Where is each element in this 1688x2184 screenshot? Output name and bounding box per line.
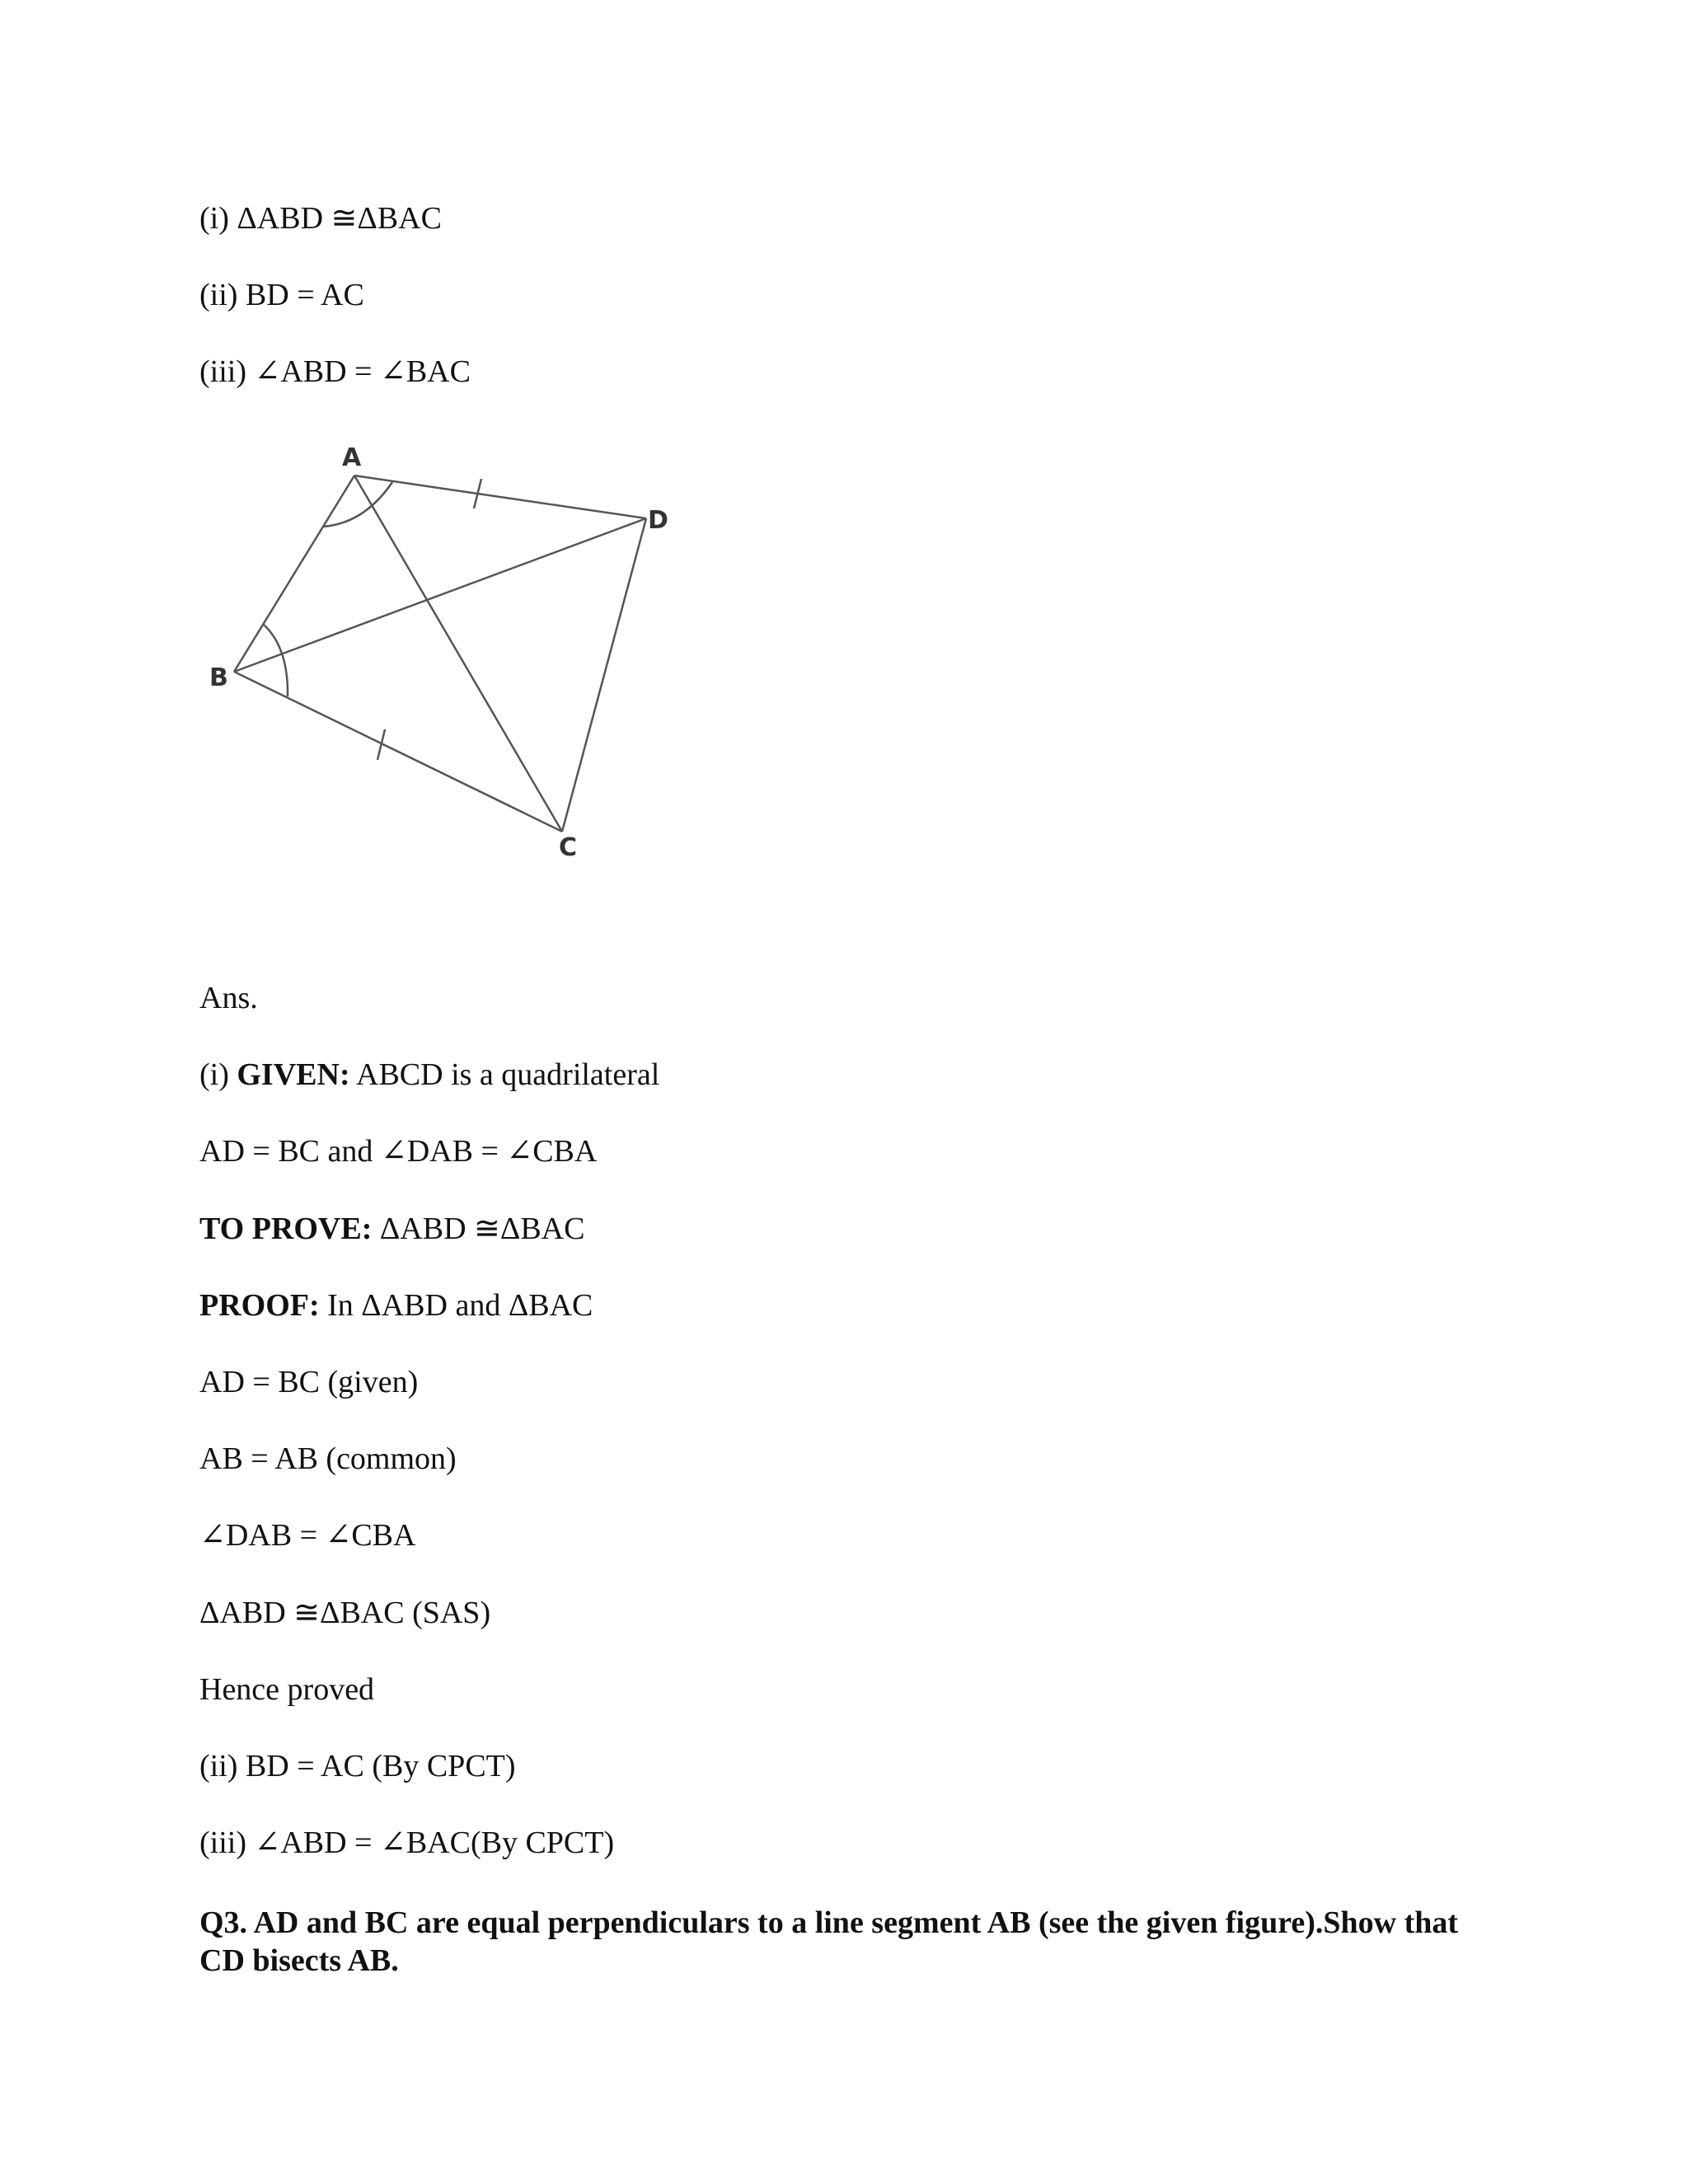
to-prove-text: ΔABD ≅ΔBAC <box>372 1212 585 1246</box>
proof-step-2: AB = AB (common) <box>199 1441 457 1476</box>
label-b: B <box>209 663 228 692</box>
ans-label: Ans. <box>199 981 258 1015</box>
part-2-answer: (ii) BD = AC (By CPCT) <box>199 1749 516 1783</box>
to-prove-label: TO PROVE: <box>199 1212 373 1246</box>
given-text: ABCD is a quadrilateral <box>349 1057 660 1092</box>
proof-step-3: ∠DAB = ∠CBA <box>199 1518 416 1553</box>
side-ad <box>354 476 646 518</box>
proof-step-1: AD = BC (given) <box>199 1365 419 1399</box>
figure-svg <box>199 441 694 869</box>
statement-3: (iii) ∠ABD = ∠BAC <box>199 354 471 389</box>
proof-text: In ΔABD and ΔBAC <box>319 1288 593 1323</box>
label-d: D <box>648 506 668 535</box>
side-ab <box>234 476 354 672</box>
hence-proved: Hence proved <box>199 1672 375 1707</box>
proof-step-4: ΔABD ≅ΔBAC (SAS) <box>199 1596 491 1630</box>
angle-arc-a <box>323 482 392 527</box>
side-dc <box>562 518 646 832</box>
given-line <box>199 1056 659 1094</box>
question-3: Q3. AD and BC are equal perpendiculars to a line segment AB (see the given figure).Show that CD bisects AB. <box>199 1905 1459 1978</box>
diagonal-ac <box>354 476 562 832</box>
quadrilateral-figure <box>199 441 694 869</box>
proof-line <box>199 1286 593 1324</box>
statement-1: (i) ΔABD ≅ΔBAC <box>199 201 442 236</box>
given-line-2: AD = BC and ∠DAB = ∠CBA <box>199 1134 598 1169</box>
statement-2: (ii) BD = AC <box>199 278 364 312</box>
to-prove-line <box>199 1210 584 1248</box>
given-label: GIVEN: <box>237 1057 350 1092</box>
proof-label: PROOF: <box>199 1288 320 1323</box>
given-prefix: (i) <box>199 1057 237 1092</box>
diagonal-bd <box>234 518 646 672</box>
label-a: A <box>342 443 362 472</box>
part-3-answer: (iii) ∠ABD = ∠BAC(By CPCT) <box>199 1825 615 1860</box>
label-c: C <box>559 833 578 862</box>
side-bc <box>234 672 562 832</box>
